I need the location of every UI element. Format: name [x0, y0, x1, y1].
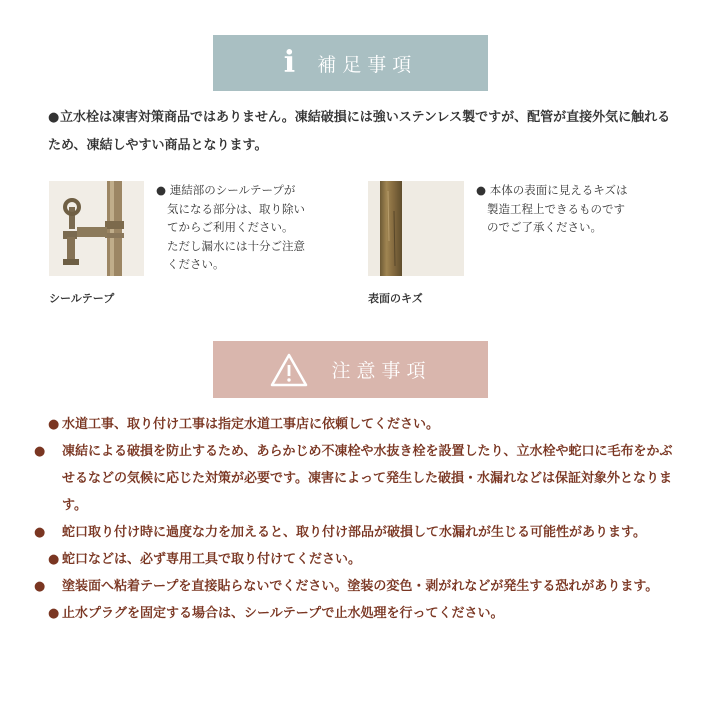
- info-icon: i: [283, 45, 296, 80]
- list-item: ● 凍結による破損を防止するため、あらかじめ不凍栓や水抜き栓を設置したり、立水栓や蛇口に毛布をかぶせるなどの気候に応じた対策が必要です。凍害によって発生した破損・水漏れなどは保証対象外となります。: [48, 438, 678, 519]
- info-item-2-caption: 表面のキズ: [368, 292, 423, 305]
- info-item-1-text: ● 連結部のシールテープが 気になる部分は、取り除い てからご利用ください。 ただし漏水には十分ご注意 ください。: [156, 183, 305, 271]
- bullet-icon: ●: [48, 417, 60, 432]
- bullet-icon: ●: [156, 183, 167, 197]
- caution-banner: [213, 341, 488, 398]
- info-heading: 補足事項: [317, 53, 418, 76]
- warning-triangle-icon: [269, 352, 309, 388]
- info-note: ●立水栓は凍害対策商品ではありません。凍結破損には強いステンレス製ですが、配管が直接外気に触れるため、凍結しやすい商品となります。: [48, 104, 678, 160]
- list-item: ● 塗装面へ粘着テープを直接貼らないでください。塗装の変色・剥がれなどが発生する恐れがあります。: [48, 573, 678, 600]
- caution-heading: 注意事項: [331, 360, 432, 382]
- info-item-2-text: ● 本体の表面に見えるキズは 製造工程上できるものです のでご了承ください。: [476, 183, 628, 234]
- seal-tape-photo: [49, 181, 144, 276]
- list-item: ● 蛇口などは、必ず専用工具で取り付けてください。: [48, 546, 678, 573]
- surface-scratch-photo: [368, 181, 464, 276]
- list-item: ● 蛇口取り付け時に過度な力を加えると、取り付け部品が破損して水漏れが生じる可能性があります。: [48, 519, 678, 546]
- bullet-icon: ●: [34, 579, 46, 594]
- info-item-1-caption: シールテープ: [49, 292, 115, 305]
- list-item: ● 止水プラグを固定する場合は、シールテープで止水処理を行ってください。: [48, 600, 678, 627]
- bullet-icon: ●: [476, 183, 487, 197]
- caution-list: [34, 411, 678, 627]
- bullet-icon: ●: [34, 525, 46, 540]
- list-item: ● 水道工事、取り付け工事は指定水道工事店に依頼してください。: [48, 411, 678, 438]
- bullet-icon: ●: [34, 444, 46, 459]
- bullet-icon: ●: [48, 110, 60, 125]
- bullet-icon: ●: [48, 606, 60, 621]
- bullet-icon: ●: [48, 552, 60, 567]
- info-banner: [213, 35, 488, 91]
